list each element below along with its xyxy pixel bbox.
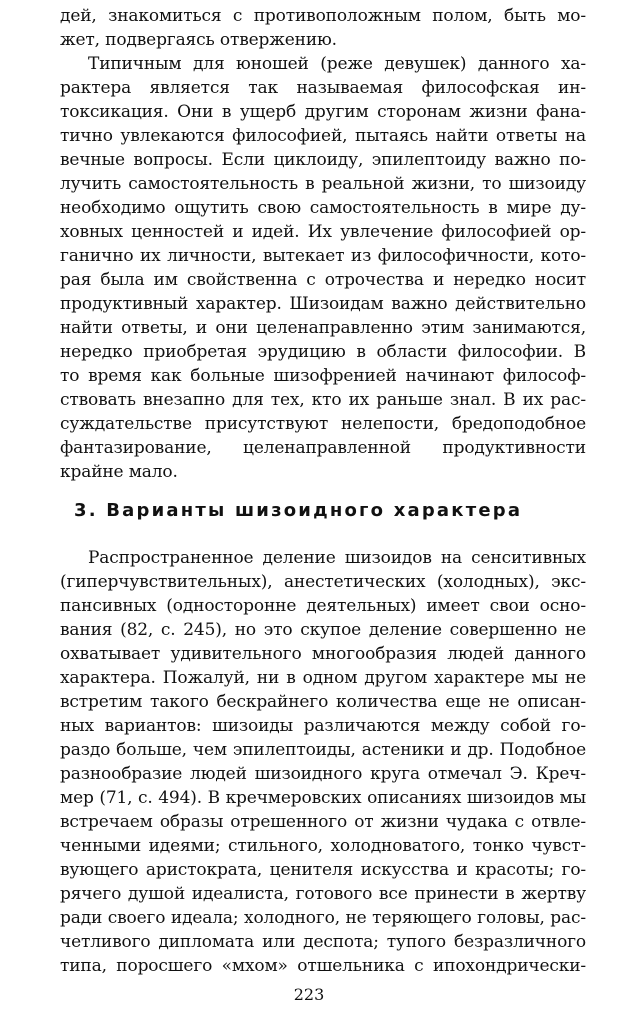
text-line: ных вариантов: шизоиды различаются между собой го- — [60, 716, 586, 736]
text-line: дей, знакомиться с противоположным полом, быть мо- — [60, 6, 586, 26]
text-line: мер (71, с. 494). В кречмеровских описаниях шизоидов мы — [60, 788, 586, 808]
text-line: ради своего идеала; холодного, не теряющего головы, рас- — [60, 908, 586, 928]
text-line: ганично их личности, вытекает из философичности, кото- — [60, 246, 586, 266]
text-line: вечные вопросы. Если циклоиду, эпилептоиду важно по- — [60, 150, 586, 170]
text-line: ченными идеями; стильного, холодноватого, тонко чувст- — [60, 836, 586, 856]
text-line: рактера является так называемая философская ин- — [60, 78, 586, 98]
text-line: раздо больше, чем эпилептоиды, астеники и др. Подобное — [60, 740, 586, 760]
text-line: ствовать внезапно для тех, кто их раньше знал. В их рас- — [60, 390, 586, 410]
text-line: Распространенное деление шизоидов на сенситивных — [88, 548, 586, 568]
text-line: продуктивный характер. Шизоидам важно действительно — [60, 294, 586, 314]
page-number: 223 — [293, 985, 325, 1004]
text-line: найти ответы, и они целенаправленно этим занимаются, — [60, 318, 586, 338]
paragraph-2 — [60, 52, 586, 484]
text-line: рая была им свойственна с отрочества и нередко носит — [60, 270, 586, 290]
text-line: охватывает удивительного многообразия людей данного — [60, 644, 586, 664]
paragraph-1 — [60, 4, 586, 52]
text-line: характера. Пожалуй, ни в одном другом характере мы не — [60, 668, 586, 688]
text-line: жет, подвергаясь отвержению. — [60, 30, 337, 50]
section-heading: 3. Варианты шизоидного характера — [74, 500, 523, 521]
text-line: лучить самостоятельность в реальной жизни, то шизоиду — [60, 174, 586, 194]
text-line: тично увлекаются философией, пытаясь найти ответы на — [60, 126, 586, 146]
text-line: рячего душой идеалиста, готового все принести в жертву — [60, 884, 586, 904]
text-line: четливого дипломата или деспота; тупого безразличного — [60, 932, 586, 952]
text-line: токсикация. Они в ущерб другим сторонам жизни фана- — [60, 102, 586, 122]
text-line: суждательстве присутствуют нелепости, бредоподобное — [60, 414, 586, 434]
text-line: типа, поросшего «мхом» отшельника с ипохондрически- — [60, 956, 586, 976]
text-line: необходимо ощутить свою самостоятельность в мире ду- — [60, 198, 586, 218]
text-line: встретим такого бескрайнего количества еще не описан- — [60, 692, 586, 712]
text-line: (гиперчувствительных), анестетических (холодных), экс- — [60, 572, 586, 592]
text-line: фантазирование, целенаправленной продуктивности — [60, 438, 586, 458]
text-line: Типичным для юношей (реже девушек) данного ха- — [88, 54, 586, 74]
text-line: ховных ценностей и идей. Их увлечение философией ор- — [60, 222, 586, 242]
text-line: вания (82, с. 245), но это скупое деление совершенно не — [60, 620, 586, 640]
text-line: вующего аристократа, ценителя искусства и красоты; го- — [60, 860, 586, 880]
text-line: разнообразие людей шизоидного круга отмечал Э. Креч- — [60, 764, 586, 784]
text-line: крайне мало. — [60, 462, 178, 482]
text-line: пансивных (односторонне деятельных) имеет свои осно- — [60, 596, 586, 616]
text-line: встречаем образы отрешенного от жизни чудака с отвле- — [60, 812, 586, 832]
paragraph-3 — [60, 546, 586, 978]
text-line: то время как больные шизофренией начинают философ- — [60, 366, 586, 386]
text-line: нередко приобретая эрудицию в области философии. В — [60, 342, 586, 362]
